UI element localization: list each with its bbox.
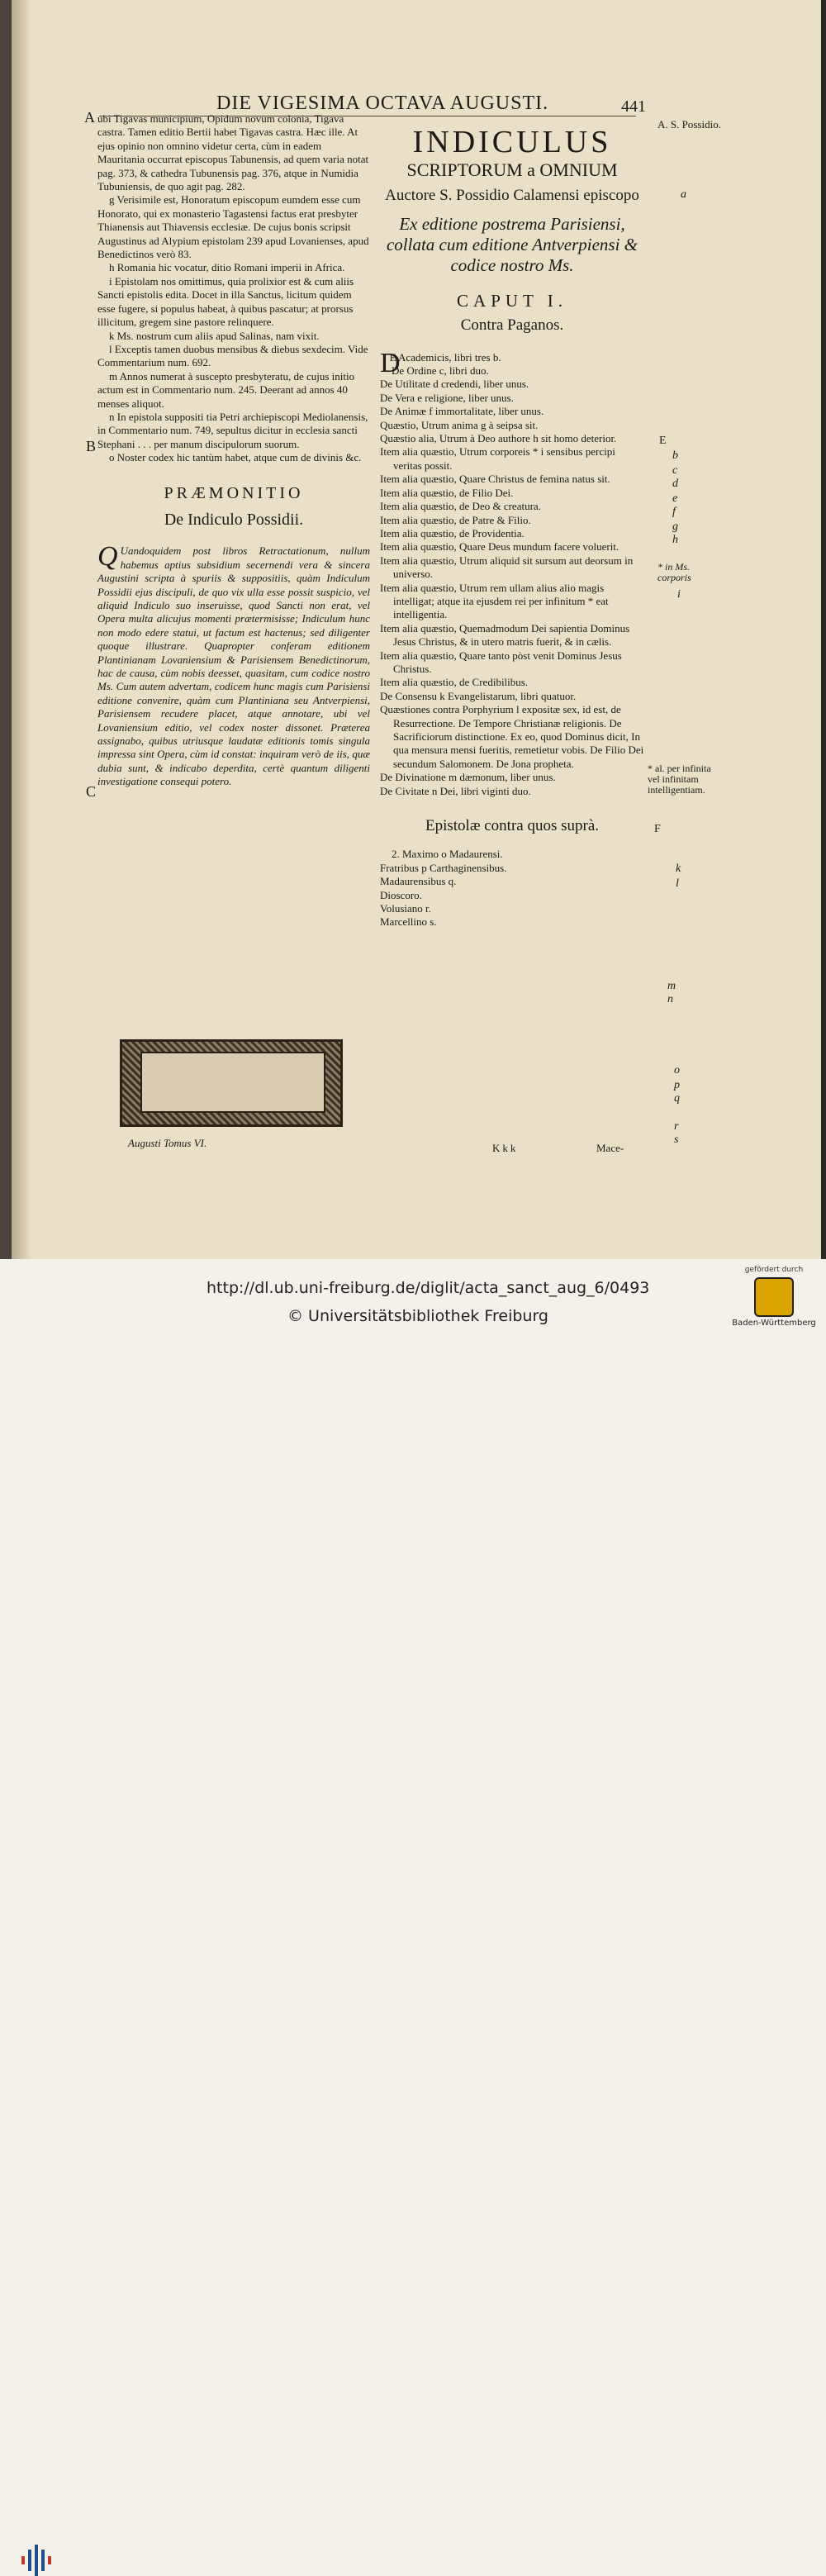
work-list-item: Item alia quæstio, de Providentia.: [380, 526, 525, 539]
work-list-item: Item alia quæstio, Utrum rem ullam alius alio magis intelligat; atque ita ejusdem rei per infinitum * eat intelligentia.: [380, 581, 609, 621]
work-list-item: Item alia quæstio, Utrum aliquid sit sursum aut deorsum in universo.: [380, 554, 634, 581]
running-head: DIE VIGESIMA OCTAVA AUGUSTI.: [216, 93, 549, 114]
de-indiculo-heading: De Indiculo Possidii.: [164, 510, 304, 529]
work-list-item: De Divinatione m dæmonum, liber unus.: [380, 771, 556, 784]
margin-in-ms-note: * in Ms. corporis: [657, 561, 691, 583]
margin-note-letter: m: [667, 980, 676, 992]
margin-letter-c: C: [86, 783, 97, 800]
catchword: Mace-: [596, 1142, 624, 1154]
margin-saint-label: A. S. Possidio.: [657, 118, 721, 131]
praemonitio-text: Uandoquidem post libros Retractationum, nullum habemus aptius subsidium secernendi vera & sincera Augustini scripta à spuriis & suppositiis, quàm Indiculum Possidii ejus discipuli, de quo vix ulla esse possit suspicio, vel aliquid Indiculo suo inseruisse, quod Sancti non erat, vel Opera multa alicujus momenti prætermisisse; Indiculum hunc non modo edere statui, ut factum est hactenus; sed diligenter quoque illustrare. Quapropter conferam editionem Plantinianam Lovaniensium & Parisiensem Benedictinorum, hac de causa, cùm nobis deesset, quasitam, cum codice nostro Ms. Cum autem advertam, codicem hunc magis cum Parisiensi editione convenire, quàm cum Plantiniana seu Antverpiensi, Parisiensem recudere placet, atque annotare, ubi vel Lovaniensium editio, vel codex noster dissonet. Præterea assignabo, quibus utriusque laudatæ editionis tomis singula impressa sint Opera, cùm id constat: inquiram verò de iis, quæ dubia sunt, & indicabo deperdita, certè quantum diligenti investigatione consequi potero.: [97, 544, 370, 788]
permalink-url[interactable]: http://dl.ub.uni-freiburg.de/diglit/acta_sanct_aug_6/0493: [206, 1279, 650, 1297]
sponsor-block: [729, 1266, 819, 1328]
contra-paganos-heading: Contra Paganos.: [460, 316, 564, 335]
praemonitio-heading: PRÆMONITIO: [164, 483, 304, 502]
margin-note-letter: h: [672, 534, 678, 546]
work-list-item: De Ordine c, libri duo.: [392, 364, 489, 378]
ornament-cartouche: [140, 1052, 325, 1113]
work-list-item: Item alia quæstio, de Credibilibus.: [380, 676, 529, 689]
work-list-item: Item alia quæstio, de Patre & Filio.: [380, 513, 531, 526]
work-list-item: Item alia quæstio, de Filio Dei.: [380, 486, 514, 499]
margin-note-letter: e: [672, 492, 678, 505]
drop-cap-q: Q: [97, 541, 118, 573]
work-list-item: Quæstiones contra Porphyrium l expositæ sex, id est, de Resurrectione. De Tempore Christianæ religionis. De Sacrificiorum distinctione. Ex eo, quod Dominus dicit, In qua mensura mensi fueritis, remetietur vobis. De Filio Dei secundum Salomonem. De Jona propheta.: [380, 703, 644, 770]
note-n: n In epistola suppositi tia Petri archiepiscopi Mediolanensis, in Commentario num. 749, sepultus dicitur in ecclesia sancti Stephani . . . per manum discipulorum suorum.: [97, 410, 368, 450]
decorative-ornament: [120, 1039, 343, 1127]
letter-list-item: Fratribus p Carthaginensibus.: [380, 861, 507, 874]
right-column: [380, 124, 644, 929]
indiculus-title: INDICULUS: [412, 125, 612, 159]
work-list-item: Item alia quæstio, Quare tanto pòst venit Dominus Jesus Christus.: [380, 649, 622, 675]
edition-line: Ex editione postrema Parisiensi, collata cum editione Antverpiensi & codice nostro Ms.: [386, 213, 638, 275]
letter-list-item: Madaurensibus q.: [380, 875, 457, 888]
work-list-item: Item alia quæstio, Quemadmodum Dei sapientia Dominus Jesus Christus, & in utero matris fuerit, & in cælis.: [380, 621, 630, 649]
viewer-footer: [0, 1259, 826, 1353]
left-column: [97, 112, 370, 789]
margin-note-letter: n: [667, 993, 673, 1005]
sponsor-name: Baden-Württemberg: [732, 1319, 816, 1328]
work-list-item: De Consensu k Evangelistarum, libri quatuor.: [380, 689, 577, 702]
page-gutter-shadow: [12, 0, 30, 1259]
work-list-item: Quæstio, Utrum anima g à seipsa sit.: [380, 418, 539, 431]
work-list-item: Item alia quæstio, Utrum corporeis * i sensibus percipi veritas possit.: [380, 445, 615, 472]
work-list-item: De Civitate n Dei, libri viginti duo.: [380, 784, 531, 797]
work-list-item: Quæstio alia, Utrum à Deo authore h sit homo deterior.: [380, 432, 617, 445]
margin-note-letter: q: [674, 1092, 680, 1105]
work-list-item: Item alia quæstio, de Deo & creatura.: [380, 500, 541, 513]
volume-footer: Augusti Tomus VI.: [128, 1137, 207, 1149]
note-i: i Epistolam nos omittimus, quia prolixior est & cum aliis Sancti epistolis edita. Docet in illa Sanctus, licitum quidem esse fugere, si populus habeat, à quibus pascatur; at prorsus illicitum, gregem sine pastore relinquere.: [97, 274, 354, 329]
margin-note-letter: o: [674, 1064, 680, 1077]
letter-list-item: Volusiano r.: [380, 902, 431, 915]
praemonitio-body: [97, 541, 370, 788]
margin-section-f: F: [654, 823, 661, 835]
margin-note-letter: s: [674, 1134, 679, 1146]
library-logo-icon: [21, 2545, 55, 2576]
margin-note-letter: d: [672, 478, 678, 490]
note-f-continuation: ubi Tigavas municipium, Opidum novum colonia, Tigava castra. Tamen editio Bertii habet Tigavas castra. Hæc ille. At ejus opinio non omnino videtur certa, cùm in eadem Mauritania occurrat episcopus Tabunensis, ad quem varia notat pag. 373, & cathedra Tubunensis pag. 376, atque in Numidia Tubuniensis, de quo agit pag. 282.: [97, 112, 369, 193]
letter-list-item: Dioscoro.: [380, 888, 422, 901]
note-g: g Verisimile est, Honoratum episcopum eumdem esse cum Honorato, qui ex monasterio Tagastensi factus erat presbyter Thianensis aut Thiavensis ecclesiæ. De cujus bonis scripsit Augustinus ad Alypium epistolam 239 apud Lovanienses, apud Benedictinos verò 83.: [97, 193, 369, 261]
work-list-item: D E Academicis, libri tres b.: [380, 347, 501, 378]
caput-heading: CAPUT I.: [457, 290, 567, 311]
work-list-item: De Vera e religione, liber unus.: [380, 391, 514, 404]
epistolae-heading: Epistolæ contra quos suprà.: [425, 817, 600, 835]
work-list-item: De Animæ f immortalitate, liber unus.: [380, 405, 544, 418]
page-number: 441: [621, 97, 646, 116]
margin-al-note: * al. per infinita vel infinitam intelligentiam.: [648, 763, 711, 796]
margin-letter-b: B: [86, 438, 97, 454]
drop-cap-d: D: [380, 347, 401, 378]
margin-section-e: E: [659, 435, 667, 447]
work-list-item: Item alia quæstio, Quare Christus de femina natus sit.: [380, 473, 610, 486]
margin-note-a: a: [681, 188, 686, 201]
letter-list-item: Marcellino s.: [380, 915, 437, 929]
note-o: o Noster codex hic tantùm habet, atque cum de divinis &c.: [109, 451, 362, 464]
margin-note-letter: p: [674, 1079, 680, 1091]
note-m: m Annos numerat à suscepto presbyteratu, de cujus initio actum est in Commentario num. 245. Deerant ad annos 40 menses aliquot.: [97, 369, 355, 410]
margin-note-letter: l: [676, 877, 679, 890]
coat-of-arms-icon: [754, 1277, 794, 1317]
book-spine: [0, 0, 12, 1259]
sponsor-label: gefördert durch: [744, 1266, 804, 1274]
margin-i-mark: i: [677, 588, 681, 601]
note-h: h Romania hic vocatur, ditio Romani imperii in Africa.: [109, 261, 345, 274]
margin-note-letter: r: [674, 1120, 679, 1133]
note-k: k Ms. nostrum cum aliis apud Salinas, nam vixit.: [109, 329, 320, 342]
letter-list-item: 2. Maximo o Madaurensi.: [392, 848, 503, 861]
scriptorum-subtitle: SCRIPTORUM a OMNIUM: [406, 159, 618, 181]
copyright-notice: © Universitätsbibliothek Freiburg: [287, 1307, 548, 1325]
author-line: Auctore S. Possidio Calamensi episcopo: [385, 186, 639, 204]
signature-mark: Kkk: [492, 1142, 519, 1154]
work-list-item: De Utilitate d credendi, liber unus.: [380, 378, 529, 391]
margin-note-letter: c: [672, 464, 678, 477]
note-l: l Exceptis tamen duobus mensibus & diebus sexdecim. Vide Commentarium num. 692.: [97, 342, 368, 369]
margin-note-letter: k: [676, 863, 681, 875]
margin-note-letter: f: [672, 506, 676, 518]
margin-note-letter: b: [672, 449, 678, 462]
margin-note-letter: g: [672, 520, 678, 533]
scan-image: [0, 0, 826, 1259]
work-list-item: Item alia quæstio, Quare Deus mundum facere voluerit.: [380, 540, 620, 554]
margin-letter-a: A: [84, 109, 95, 126]
